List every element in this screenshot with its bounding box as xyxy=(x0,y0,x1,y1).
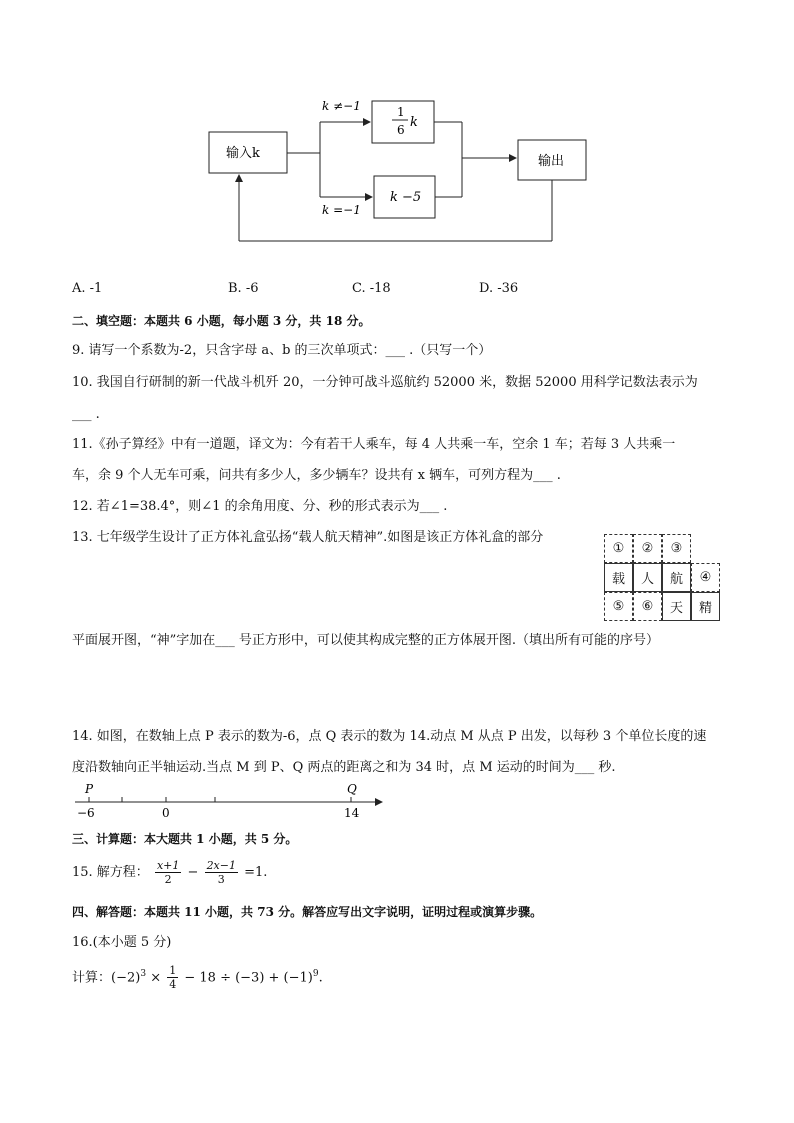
net-cell-ren: 人 xyxy=(633,563,662,592)
net-cell-4: ④ xyxy=(691,563,720,592)
flowchart xyxy=(0,0,794,260)
question-14-line2: 度沿数轴向正半轴运动.当点 M 到 P、Q 两点的距离之和为 34 时，点 M 运动的时间为___ 秒. xyxy=(72,760,616,775)
branch-top-condition: k ≠−1 xyxy=(322,99,361,113)
question-15 xyxy=(72,858,267,888)
question-13-line2: 平面展开图，“神”字加在___ 号正方形中，可以使其构成完整的正方体展开图.（填出所有可能的序号） xyxy=(72,633,660,648)
tick-label-neg6: −6 xyxy=(77,806,95,820)
point-q-label: Q xyxy=(347,782,357,796)
net-cell-3: ③ xyxy=(662,534,691,563)
question-16-title: 16.(本小题 5 分) xyxy=(72,935,172,950)
option-d: D. -36 xyxy=(479,281,519,296)
net-cell-5: ⑤ xyxy=(604,592,633,621)
tick-label-14: 14 xyxy=(344,806,360,820)
top-box-numerator: 1 xyxy=(397,105,405,119)
point-p-label: P xyxy=(85,782,94,796)
net-cell-tian: 天 xyxy=(662,592,691,621)
question-10-line1: 10. 我国自行研制的新一代战斗机歼 20，一分钟可战斗巡航约 52000 米，数据 52000 用科学记数法表示为 xyxy=(72,375,698,390)
q15-fraction-1 xyxy=(155,859,181,886)
question-10-line2: ___ . xyxy=(72,407,100,422)
question-12: 12. 若∠1=38.4°，则∠1 的余角用度、分、秒的形式表示为___ . xyxy=(72,499,448,514)
q16-times: × xyxy=(146,970,166,986)
question-14-line1: 14. 如图，在数轴上点 P 表示的数为-6，点 Q 表示的数为 14.动点 M 从点 P 出发，以每秒 3 个单位长度的速 xyxy=(72,729,707,744)
q15-frac2-den: 3 xyxy=(217,873,225,886)
q16-exp1: 3 xyxy=(140,969,147,979)
q16-fraction xyxy=(167,964,178,991)
q15-fraction-2 xyxy=(205,859,238,886)
section-2-heading: 二、填空题：本题共 6 小题，每小题 3 分，共 18 分。 xyxy=(72,314,371,328)
top-box-variable: k xyxy=(410,115,418,130)
question-9: 9. 请写一个系数为-2，只含字母 a、b 的三次单项式：___ .（只写一个） xyxy=(72,343,492,358)
tick-label-0: 0 xyxy=(162,806,170,820)
branch-bottom-condition: k =−1 xyxy=(322,203,361,217)
net-cell-6: ⑥ xyxy=(633,592,662,621)
option-a: A. -1 xyxy=(72,281,103,296)
q15-frac1-num: x+1 xyxy=(156,859,180,872)
bottom-box-label: k −5 xyxy=(390,190,422,205)
q15-rhs: =1. xyxy=(244,865,268,880)
q16-part1: (−2) xyxy=(111,970,141,986)
q15-frac2-num: 2x−1 xyxy=(206,859,236,872)
question-13-line1: 13. 七年级学生设计了正方体礼盒弘扬“载人航天精神”.如图是该正方体礼盒的部分 xyxy=(72,530,544,545)
option-c: C. -18 xyxy=(352,281,391,296)
top-box-denominator: 6 xyxy=(397,123,405,137)
net-cell-hang: 航 xyxy=(662,563,691,592)
q15-prefix: 15. 解方程： xyxy=(72,865,149,880)
output-box-label: 输出 xyxy=(538,154,565,169)
question-16-expression xyxy=(72,958,323,994)
question-11-line1: 11.《孙子算经》中有一道题，译文为：今有若干人乘车，每 4 人共乘一车，空余 1 车；若每 3 人共乘一 xyxy=(72,437,676,452)
q15-frac1-den: 2 xyxy=(164,873,172,886)
option-b: B. -6 xyxy=(228,281,259,296)
net-cell-jing: 精 xyxy=(691,592,720,621)
net-cell-zai: 载 xyxy=(604,563,633,592)
q16-frac-den: 4 xyxy=(169,978,177,992)
question-11-line2: 车，余 9 个人无车可乘，问共有多少人，多少辆车？设共有 x 辆车，可列方程为___ . xyxy=(72,468,561,483)
q15-minus: − xyxy=(187,865,199,880)
q16-part2: − 18 ÷ (−3) + (−1) xyxy=(180,970,313,986)
q16-frac-num: 1 xyxy=(169,964,177,978)
cube-net xyxy=(604,534,720,622)
q16-exp2: 9 xyxy=(312,969,319,979)
q16-end: . xyxy=(318,970,323,986)
number-line xyxy=(70,780,400,824)
input-box-label: 输入k xyxy=(226,146,260,161)
section-4-heading: 四、解答题：本题共 11 小题，共 73 分。解答应写出文字说明，证明过程或演算步骤。 xyxy=(72,905,543,919)
q16-prefix: 计算： xyxy=(72,970,112,986)
net-cell-1: ① xyxy=(604,534,633,563)
section-3-heading: 三、计算题：本大题共 1 小题，共 5 分。 xyxy=(72,832,298,846)
net-cell-2: ② xyxy=(633,534,662,563)
